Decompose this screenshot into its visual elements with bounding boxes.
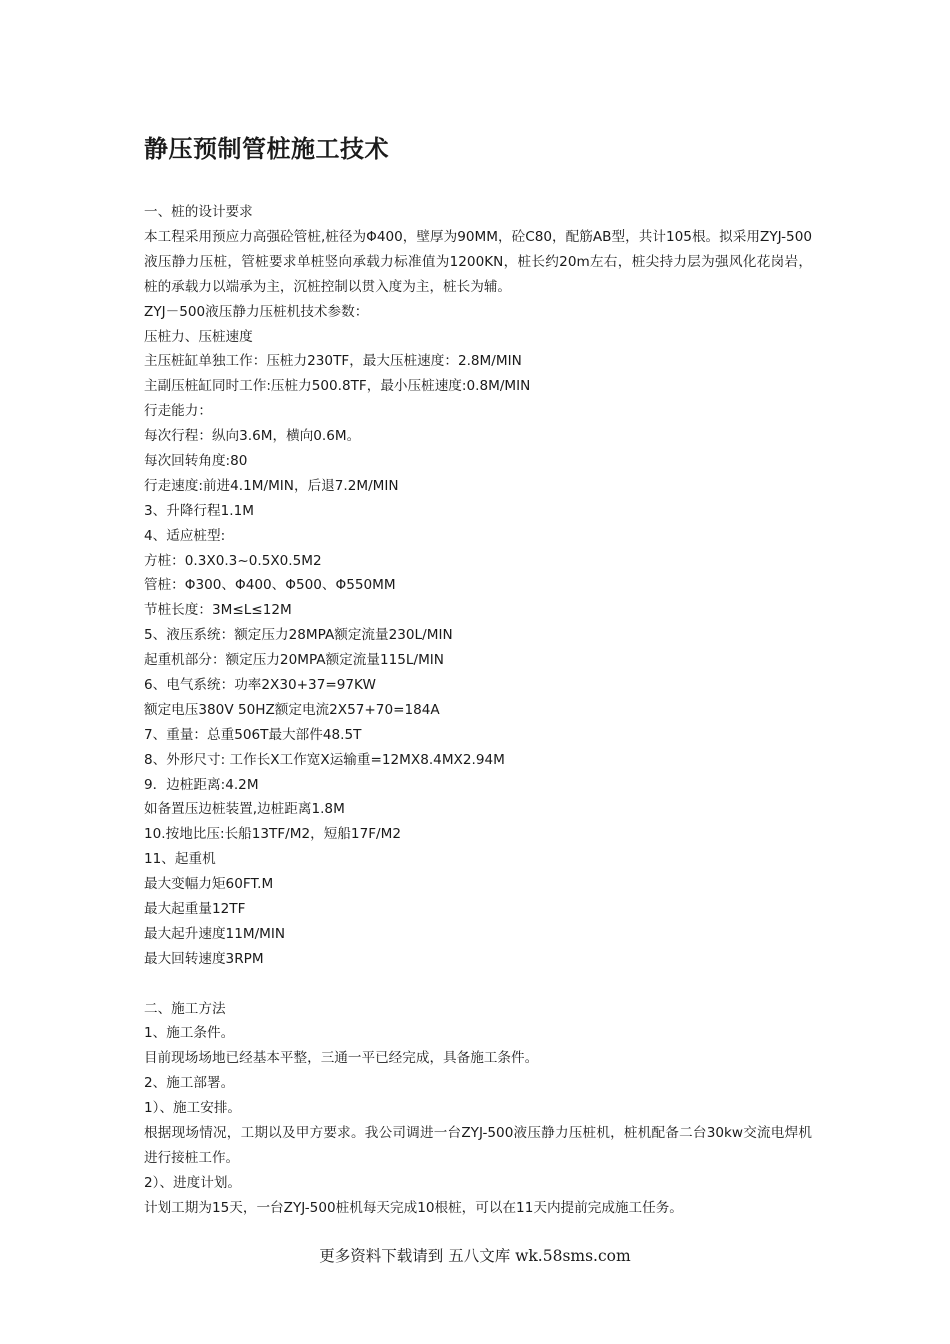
paragraph-spacer	[144, 972, 812, 997]
paragraph: 每次行程：纵向3.6M，横向0.6M。	[144, 428, 361, 445]
paragraph: 管桩：Φ300、Φ400、Φ500、Φ550MM	[144, 577, 396, 594]
paragraph: 如备置压边桩装置,边桩距离1.8M	[144, 801, 345, 818]
paragraph: 最大变幅力矩60FT.M	[144, 876, 274, 893]
paragraph: ZYJ－500液压静力压桩机技术参数：	[144, 303, 369, 320]
paragraph: 10.按地比压:长船13TF/M2，短船17F/M2	[144, 826, 401, 843]
paragraph: 1）、施工安排。	[144, 1100, 242, 1117]
paragraph: 11、起重机	[144, 851, 216, 868]
paragraph: 计划工期为15天，一台ZYJ-500桩机每天完成10根桩，可以在11天内提前完成施工任务。	[144, 1199, 683, 1216]
paragraph: 3、升降行程1.1M	[144, 502, 254, 519]
paragraph: 额定电压380V 50HZ额定电流2X57+70=184A	[144, 701, 440, 718]
paragraph: 6、电气系统：功率2X30+37=97KW	[144, 676, 376, 693]
paragraph: 方桩：0.3X0.3~0.5X0.5M2	[144, 552, 322, 569]
paragraph: 2）、进度计划。	[144, 1174, 242, 1191]
paragraph: 1、施工条件。	[144, 1025, 235, 1042]
paragraph: 最大起升速度11M/MIN	[144, 925, 286, 942]
paragraph: 一、桩的设计要求	[144, 204, 253, 220]
paragraph: 8、外形尺寸: 工作长X工作宽X运输重=12MX8.4MX2.94M	[144, 751, 505, 768]
document-body	[144, 200, 812, 1221]
paragraph: 行走能力：	[144, 403, 212, 420]
paragraph: 二、施工方法	[144, 1000, 226, 1017]
paragraph: 2、施工部署。	[144, 1075, 235, 1092]
paragraph: 根据现场情况，工期以及甲方要求。我公司调进一台ZYJ-500液压静力压桩机，桩机配备二台30kw交流电焊机进行接桩工作。	[144, 1125, 812, 1166]
paragraph: 最大回转速度3RPM	[144, 950, 264, 967]
document-title: 静压预制管桩施工技术	[144, 135, 389, 163]
paragraph: 9．边桩距离:4.2M	[144, 776, 259, 793]
paragraph: 每次回转角度:80	[144, 452, 248, 469]
paragraph: 压桩力、压桩速度	[144, 328, 253, 345]
paragraph: 5、液压系统：额定压力28MPA额定流量230L/MIN	[144, 627, 453, 644]
footer-download-notice: 更多资料下载请到 五八文库 wk.58sms.com	[319, 1247, 631, 1265]
paragraph: 目前现场场地已经基本平整，三通一平已经完成，具备施工条件。	[144, 1050, 539, 1067]
paragraph: 行走速度:前进4.1M/MIN，后退7.2M/MIN	[144, 477, 399, 494]
paragraph: 主副压桩缸同时工作:压桩力500.8TF，最小压桩速度:0.8M/MIN	[144, 378, 531, 395]
paragraph: 最大起重量12TF	[144, 900, 246, 917]
paragraph: 4、适应桩型:	[144, 527, 226, 544]
paragraph: 7、重量：总重506T最大部件48.5T	[144, 726, 362, 743]
paragraph: 起重机部分：额定压力20MPA额定流量115L/MIN	[144, 652, 444, 669]
paragraph: 本工程采用预应力高强砼管桩,桩径为Φ400，壁厚为90MM，砼C80，配筋AB型，共计105根。拟采用ZYJ-500液压静力压桩，管桩要求单桩竖向承载力标准值为1200KN，桩长约20m左右，桩尖持力层为强风化花岗岩，桩的承载力以端承为主，沉桩控制以贯入度为主，桩长为辅。	[144, 228, 812, 295]
paragraph: 主压桩缸单独工作：压桩力230TF，最大压桩速度：2.8M/MIN	[144, 353, 522, 370]
paragraph: 节桩长度：3M≤L≤12M	[144, 602, 292, 619]
